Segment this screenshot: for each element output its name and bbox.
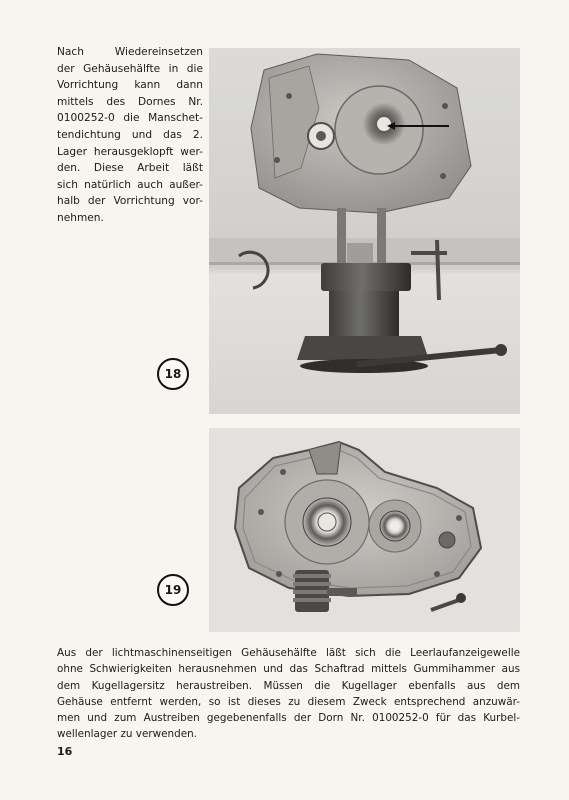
figure-19-photo	[209, 428, 520, 632]
figure-18-photo	[209, 48, 520, 414]
page-number: 16	[57, 745, 73, 758]
body-line: ohne Schwierigkeiten herausnehmen und das Schaftrad mittels Gummihammer aus	[57, 663, 520, 676]
body-paragraph	[57, 645, 520, 743]
intro-line: der Gehäusehälfte in die	[57, 62, 203, 75]
intro-line: halb der Vorrichtung vor-	[57, 195, 203, 208]
body-line: Gehäuse entfernt werden, so ist dieses zu diesem Zweck entsprechend anzuwär-	[57, 695, 520, 708]
figure-18-badge: 18	[157, 358, 189, 390]
intro-line: den. Diese Arbeit läßt	[57, 162, 203, 175]
body-line: dem Kugellagersitz heraustreiben. Müssen die Kugellager ebenfalls aus dem	[57, 679, 520, 692]
intro-line: Lager herausgeklopft wer-	[57, 145, 203, 158]
intro-line: nehmen.	[57, 211, 104, 224]
housing-half-with-bearings-illustration	[209, 428, 520, 632]
vise-with-housing-illustration	[209, 48, 520, 414]
intro-line: Vorrichtung kann dann	[57, 79, 203, 92]
intro-line: mittels des Dornes Nr.	[57, 95, 203, 108]
intro-line: sich natürlich auch außer-	[57, 178, 203, 191]
intro-line: tendichtung und das 2.	[57, 128, 203, 141]
intro-paragraph	[57, 44, 203, 227]
intro-line: Nach Wiedereinsetzen	[57, 46, 203, 58]
body-line: wellenlager zu verwenden.	[57, 728, 197, 741]
body-line: men und zum Austreiben gegebenenfalls der Dorn Nr. 0100252-0 für das Kurbel-	[57, 712, 520, 725]
body-line: Aus der lichtmaschinenseitigen Gehäusehälfte läßt sich die Leerlaufanzeigewelle	[57, 647, 520, 659]
intro-line: 0100252-0 die Manschet-	[57, 112, 203, 125]
figure-19-badge: 19	[157, 574, 189, 606]
